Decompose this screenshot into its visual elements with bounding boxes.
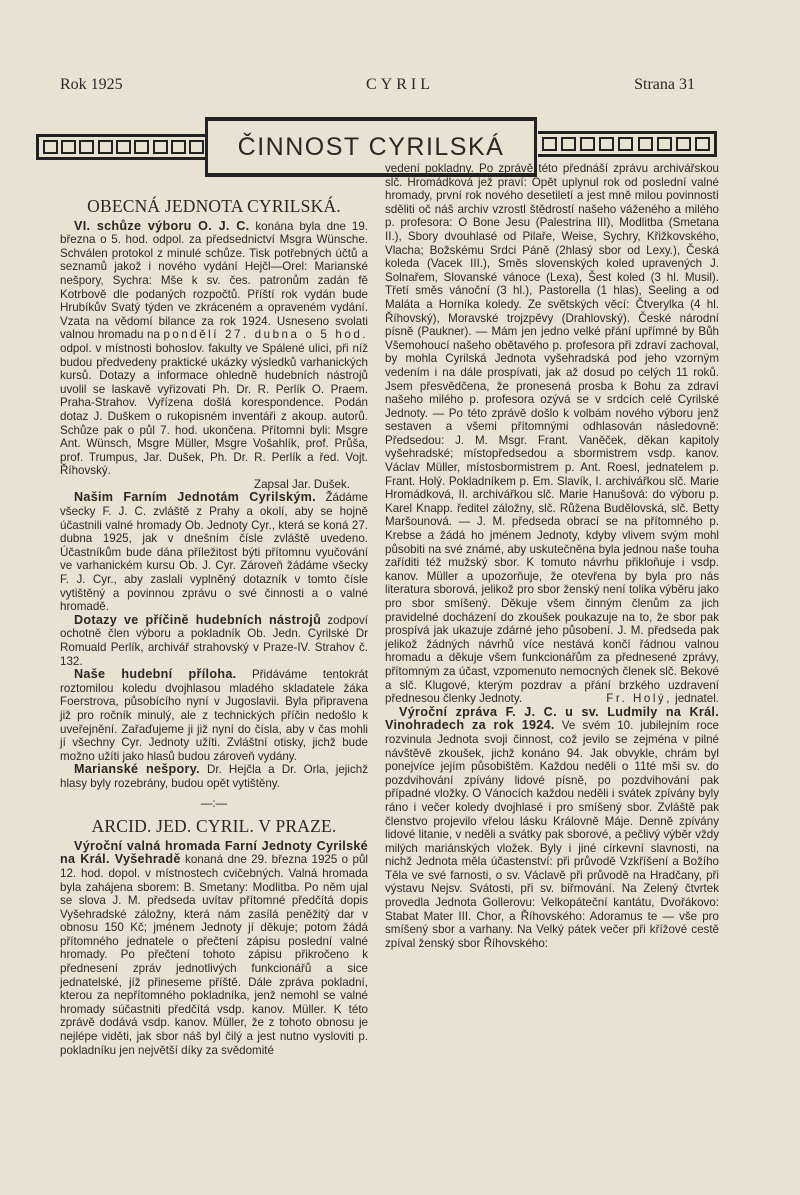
signature-name: Fr. Holý, <box>606 692 672 706</box>
left-column <box>60 196 368 1057</box>
decorative-squares-left <box>36 134 208 160</box>
spaced-text: pondělí 27. dubna o 5 hod. <box>163 328 368 342</box>
lead-in: Marianské nešpory. <box>74 762 200 777</box>
text: konaná dne 29. března 1925 o půl 12. hod. dopol. v místnostech cvičebných. Valná hromada byla zahájena sborem: B. Smetany: Modlitba. Po něm ujal se slova J. M. předseda uvítav přítomné předčítá dopis Vyšehradské záložny, která nám zasílá peněžitý dar v obnosu 150 Kč; jménem Jednoty jí děkuje; potom žádá přítomného jednatele o přečtení zápisu poslední valné hromady. Po přečtení tohoto zápisu přikročeno k přednesení zpráv jednotlivých funkcionářů a sice jednatelské, jíž přineseme příště. Dále zpráva pokladní, kterou za nepřítomného pokladníka, jenž nemohl se valné hromady súčastniti předčítá vsdp. kanov. Müller. K této zprávě dodává vsdp. kanov. Müller, že z tohoto obnosu je nejlépe viděti, jak sbor náš byl čilý a jest nutno vysloviti p. pokladníku jen největší díky za svědomité <box>60 853 368 1057</box>
text: Dr. Hejčla a Dr. Orla, jejichž hlasy byly rozebrány, budou opět vytištěny. <box>60 763 368 790</box>
article-paragraph <box>60 763 368 790</box>
text: Žádáme všecky F. J. C. zvláště z Prahy a okolí, aby se hojně účastnili valné hromady Ob. Jednoty Cyr., která se koná 27. dubna 1925, jak v dnešním čísle zvláště uvedeno. Účastníkům bude dána příležitost býti přítomnu vyučování ve varhanickém kursu Ob. J. Cyr. Zároveň žádáme všecky F. J. Cyr., aby zaslali vyplněný dotazník v tomto čísle vytištěný a povinnou zprávu o své činnosti a o valné hromadě. <box>60 491 368 614</box>
publication-title: CYRIL <box>366 76 434 93</box>
article-paragraph <box>385 162 719 706</box>
text: vedení pokladny. Po zprávě této přednáší zprávu archivářskou slč. Hromádková jež praví: Opět uplynul rok od poslední valné hromady, první rok nového desetiletí a jest mně milou povinností sděliti oč náš archiv vzrostl štědrostí našeho váženého a milého p. profesora: O Bone Jesu (Palestrina III), Modlitba (Smetana II.), Sbory dvouhlasé od Pilaře, Weise, Sychry, Křižkovského, Vlacha; Božskému Srdci Páně (2hlasý sbor od Lexy.), Česká koleda (Vacek III.), Směs slovenských koled upravených J. Solnařem, Slovanské vánoce (Lexa), Šest koled (3 hl. Musil). Třetí směs vánoční (3 hl.), Pastorella (1 hlas), Seeling a od Maláta a Horníka koledy. Ze světských věcí: Čtverylka (4 hl. Říhovský), Moravské trojzpěvy (Drahlovský). České národní písně (Paukner). — Mám jen jedno velké přání upřímné by Bůh Všemohoucí našeho obětavého p. profesora při zdraví zachoval, by mohla Cyrilská Jednota vyšehradská pod jeho vzorným vedením i na dále prospívati, jak až dosud po celých 11 roků. Jsem přesvědčena, že pronesená prosba k Bohu za zdraví našeho milého p. profesora ozývá se v srdcích celé Cyrilské Jednoty. — Po této zprávě došlo k volbám nového výboru jenž sestaven a všemi přítomnými odhlasován následovně: Předsedou: J. M. Msgr. Frant. Vaněček, děkan kapitoly vyšehradské; místopředsedou a sbormistrem vsdp. kanov. Václav Müller, místosbormistrem p. Ant. Roesl, jednatelem p. Frant. Holý. Pokladníkem p. Em. Slavík, I. archivářkou slč. Marie Hromádková, II. archivářkou slč. Marie Hanušová: do výboru p. Karel Knapp. ředitel záložny, slč. Růžena Budělovská, slč. Betty Maršounová. — J. M. předseda obrací se na přítomného p. Krebse a žádá ho jménem Jednoty, kdyby vlivem svým mohl působiti na své známé, aby uskutečněna byla jednou naše touha zaříditi též mužský sbor. K tomuto návrhu přikloňuje i vsdp. kanov. Müller a upozorňuje, že otevřena by byla pro nás literatura sborová, jelikož pro sbor ženský není tolika výběru jako pro sbor smíšený. Děkuje všem činným členům za jich pravidelné docházení do zkoušek poukazuje na to, že sbor pak prospívá jak ukazuje zdárné jeho působení. J. M. předseda pak jelikož žádných návrhů více nestává končí řádnou valnou hromadu a děkuje všem funkcionářům za přednesené zprávy, přítomným za účast, vzpomenuto nemocných členek slč. Bekové a slč. Klugové, kterým pozdrav a přání brzkého uzdravení přednesou členky Jednoty. <box>385 162 719 706</box>
year-label: Rok 1925 <box>60 76 123 93</box>
section-heading: OBECNÁ JEDNOTA CYRILSKÁ. <box>87 196 341 216</box>
article-paragraph <box>60 491 368 613</box>
lead-in: Výroční valná hromada Farní Jednoty Cyrilské na Král. Vyšehradě <box>60 838 368 867</box>
right-column <box>385 162 719 950</box>
text: konána byla dne 19. března o 5. hod. odpol. za předsednictví Msgra Wünsche. Schválen protokol z minulé schůze. Tisk potřebných účtů a seznamů jakož i nového vydání Hejčl—Orel: Marianské nešpory, Sychra: Mše k sv. čes. patronům zadán fě Kotrbově dle podaných rozpočtů. Příští rok vydán bude Hrubíkův Svatý týden ve zkráceném a opraveném vydání. Vzata na vědomí bilance za rok 1924. Usneseno svolati valnou hromadu na <box>60 219 368 342</box>
section-banner: ČINNOST CYRILSKÁ <box>205 117 537 177</box>
text: Přidáváme tentokrát roztomilou koledu dvojhlasou mladého skladatele žáka Foerstrova, působícího nyní v Jugoslavii. Byla připravena již pro ročník minulý, ale z technických příčin nedošlo k uveřejnění. Zařaďujeme ji již nyní do čísla, aby v čas mohli jí všechny Cyr. Jednoty užíti. Zvláštní otisky, jichž bude možno užíti jako hlasů budou zároveň vydány. <box>60 668 368 763</box>
lead-in: Výroční zpráva F. J. C. u sv. Ludmily na Král. Vinohradech za rok 1924. <box>385 704 719 733</box>
article-paragraph <box>60 668 368 763</box>
decorative-squares-right <box>538 131 717 157</box>
section-heading: ARCID. JED. CYRIL. V PRAZE. <box>91 816 337 837</box>
page-number: Strana 31 <box>634 76 695 93</box>
text: odpol. v místnosti bohoslov. fakulty ve Spálené ulici, při níž budou předvedeny praktické ukázky výsledků varhanických kursů. Dotazy a informace ohledně hudebních nástrojů uvolil se laskavě vyřizovati Ph. Dr. R. Perlík O. Praem. Praha-Strahov. Vyřízena došlá korespondence. Podán dotaz J. Duškem o rukopisném inventáři z akoup. autorů. Schůze pak o půl 7. hod. ukončena. Přítomni byli: Msgre Ant. Wünsch, Msgre Müller, Msgre Vošahlík, prof. Průša, prof. Trumpus, Jar. Dušek, Ph. Dr. R. Perlík a řed. Vojt. Říhovský. <box>60 341 368 478</box>
signature-role: jednatel. <box>671 692 719 706</box>
lead-in: Našim Farním Jednotám Cyrilským. <box>74 490 316 505</box>
text: zodpoví ochotně člen výboru a pokladník Ob. Jedn. Cyrilské Dr Romuald Perlík, archivář strahovský v Praze-IV. Strahov č. 132. <box>60 613 368 668</box>
article-paragraph <box>60 840 368 1058</box>
signature: Zapsal Jar. Dušek. <box>253 477 350 491</box>
lead-in: Dotazy ve příčině hudebních nástrojů <box>74 612 322 627</box>
article-paragraph <box>60 614 368 668</box>
article-paragraph <box>385 706 719 951</box>
article-paragraph <box>60 220 368 478</box>
lead-in: Naše hudební příloha. <box>74 667 237 682</box>
lead-in: VI. schůze výboru O. J. C. <box>74 218 250 233</box>
text: Ve svém 10. jubilejním roce rozvinula Jednota svoji činnost, což jevilo se zejména v pilné návštěvě zkoušek, jichž konáno 94. Jak obvykle, chrám byl ponejvíce jejím působištěm. Každou neděli o 11té mši sv. do pozdvihování zpívány lidové písně, po pozdvihování pak případné vložky. O Vánocích každou neděli i svátek zpívány byly ráno i večer koledy dvojhlasé i pro smíšený sbor. Zvláště pak členstvo projevilo vřelou lásku Královně Máje. Denně zpívány lidové litanie, v neděli a svátky pak sborové, a pečlivý výběr vždy milých mariánských vložek. Byly i jiné církevní slavnosti, na nichž Jednota měla účastenství: při průvodě Vzkříšení a Božího Těla ve své farnosti, o sv. Václavě při průvodě na Hradčany, při výstavu Nejsv. Svátosti, při sv. biřmování. Na Zelený čtvrtek provedla Jednota Gollerovu: Velkopáteční kantátu, Dvořákovo: Stabat Mater III. Chor, a Říhovského: Adoramus te — vše pro smíšený sbor a varhany. Na Velký pátek večer při křížové cestě zpíval ženský sbor Říhovského: <box>385 719 719 950</box>
separator: —:— <box>200 796 228 810</box>
